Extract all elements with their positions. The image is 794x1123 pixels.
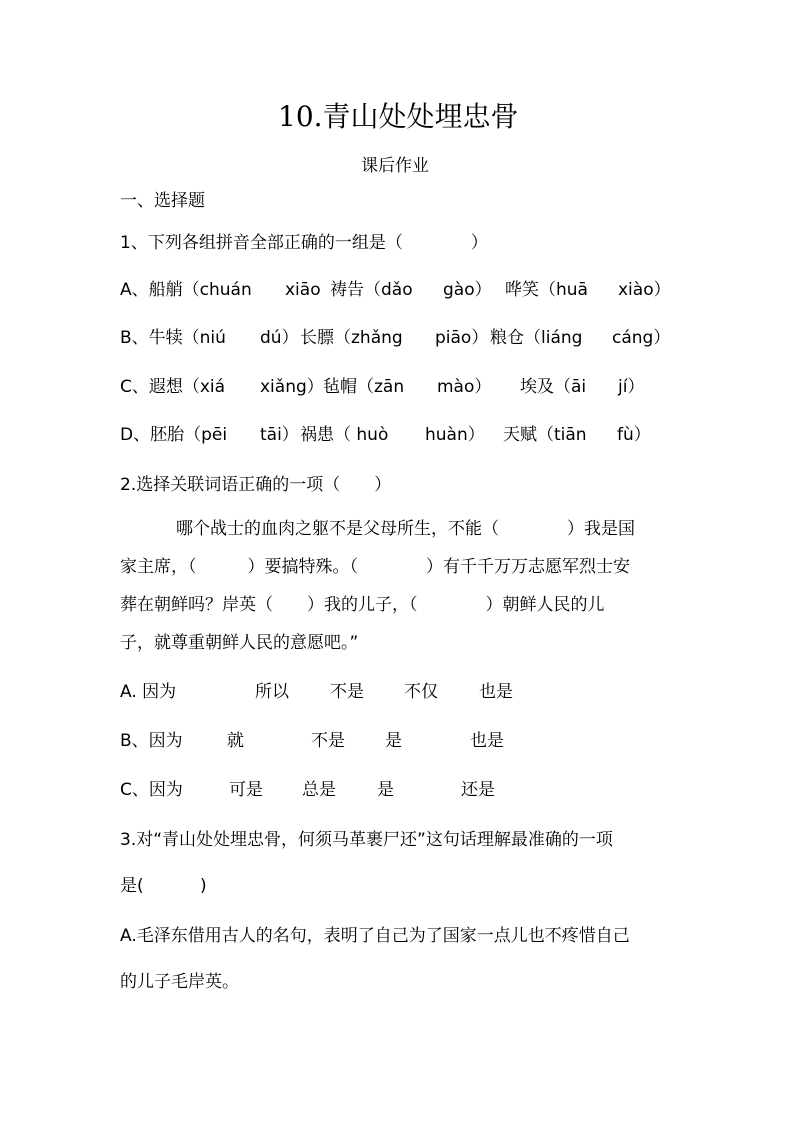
option-text: 是 — [377, 780, 394, 800]
option-text: 可是 — [229, 780, 263, 800]
option-text: 也是 — [479, 682, 513, 702]
question-3-stem: 3.对“青山处处埋忠骨，何须马革裹尸还”这句话理解最准确的一项 — [120, 830, 613, 850]
passage-line: 家主席，（ ）要搞特殊。（ ）有千千万万志愿军烈士安 — [120, 557, 630, 577]
option-text: huàn） — [425, 425, 485, 445]
option-text: dú） — [260, 328, 299, 348]
option-text: 粮仓（liáng — [490, 328, 583, 348]
page-subtitle: 课后作业 — [361, 156, 429, 176]
option-text: A、船艄（chuán — [120, 280, 252, 300]
option-text: 毡帽（zān — [323, 377, 405, 397]
passage-line: 子，就尊重朝鲜人民的意愿吧。” — [120, 633, 359, 653]
option-text: 总是 — [302, 780, 336, 800]
option-text: xiāo — [285, 280, 321, 300]
passage-line: 哪个战士的血肉之躯不是父母所生，不能（ ）我是国 — [176, 519, 635, 539]
option-text: 不仅 — [404, 682, 438, 702]
passage-line: 葬在朝鲜吗？岸英（ ）我的儿子，（ ）朝鲜人民的儿 — [120, 595, 605, 615]
option-text: xiǎng） — [260, 377, 324, 397]
question-3-stem-cont: 是( ) — [120, 876, 207, 896]
option-text: mào） — [437, 377, 492, 397]
option-text: tāi） — [260, 425, 299, 445]
option-text: cáng） — [612, 328, 671, 348]
question-2-stem: 2.选择关联词语正确的一项（ ） — [120, 475, 392, 495]
option-text: piāo） — [435, 328, 489, 348]
option-text: 也是 — [470, 731, 504, 751]
option-text: 所以 — [255, 682, 289, 702]
option-text: B、因为 — [120, 731, 183, 751]
question-1-stem: 1、下列各组拼音全部正确的一组是（ ） — [120, 233, 488, 253]
section-heading: 一、选择题 — [120, 191, 205, 211]
option-text: B、牛犊（niú — [120, 328, 226, 348]
option-text: 祷告（dǎo — [330, 280, 413, 300]
option-text: 不是 — [330, 682, 364, 702]
option-text: 哗笑（huā — [505, 280, 588, 300]
option-text: 是 — [385, 731, 402, 751]
q3-option-a-line1: A.毛泽东借用古人的名句，表明了自己为了国家一点儿也不疼惜自己 — [120, 926, 630, 946]
page-title: 10.青山处处埋忠骨 — [278, 100, 519, 133]
q3-option-a-line2: 的儿子毛岸英。 — [120, 972, 239, 992]
option-text: 祸患（ huò — [300, 425, 389, 445]
option-text: fù） — [617, 425, 651, 445]
option-text: gào） — [443, 280, 492, 300]
option-text: 不是 — [311, 731, 345, 751]
option-text: C、遐想（xiá — [120, 377, 226, 397]
option-text: xiào） — [618, 280, 671, 300]
option-text: A. 因为 — [120, 682, 177, 702]
option-text: 长膘（zhǎng — [300, 328, 403, 348]
option-text: 还是 — [461, 780, 495, 800]
option-text: 天赋（tiān — [503, 425, 587, 445]
option-text: jí） — [618, 377, 645, 397]
option-text: C、因为 — [120, 780, 183, 800]
option-text: 埃及（āi — [520, 377, 587, 397]
option-text: D、胚胎（pēi — [120, 425, 228, 445]
option-text: 就 — [227, 731, 244, 751]
